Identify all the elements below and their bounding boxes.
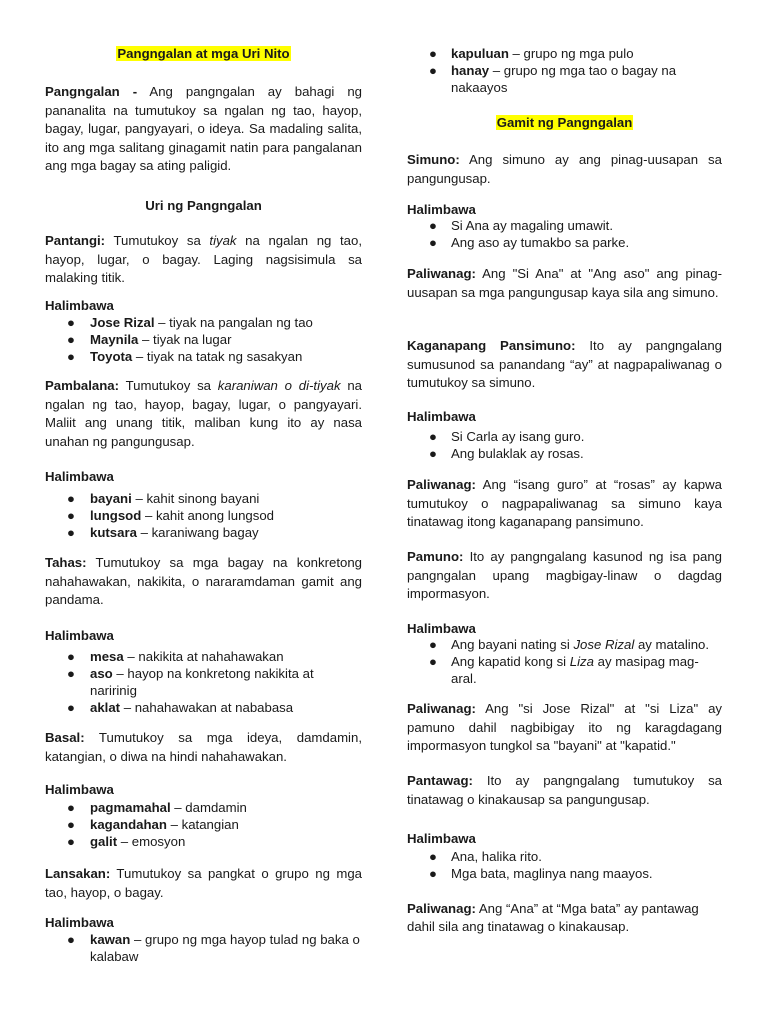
basal-examples [45, 799, 362, 850]
list-item: ● bayani – kahit sinong bayani [67, 491, 260, 506]
bullet-icon: ● [67, 349, 75, 364]
uri-heading: Uri ng Pangngalan [145, 198, 262, 213]
bullet-icon: ● [67, 817, 75, 832]
bullet-icon: ● [67, 666, 75, 681]
list-item: ● aklat – nahahawakan at nababasa [67, 700, 294, 715]
kaganapan-paliwanag: Paliwanag: Ang “isang guro” at “rosas” ay kapwa tumutukoy o nagpapaliwanag sa simuno kaya tinatawag itong kaganapang pansimuno. [407, 477, 722, 529]
document-title: Pangngalan at mga Uri Nito [117, 46, 290, 61]
lansakan-examples-continued [407, 45, 722, 96]
kaganapan-examples [407, 428, 722, 462]
pantawag-definition: Pantawag: Ito ay pangngalang tumutukoy sa tinatawag o kinakausap sa pangungusap. [407, 773, 722, 807]
bullet-icon: ● [67, 508, 75, 523]
list-item: ● pagmamahal – damdamin [67, 800, 247, 815]
list-item: ● Ang bayani nating si Jose Rizal ay matalino. [429, 637, 710, 652]
list-item: ● kagandahan – katangian [67, 817, 239, 832]
example-label: Halimbawa [407, 202, 476, 217]
list-item: ● galit – emosyon [67, 834, 186, 849]
bullet-icon: ● [429, 637, 437, 652]
bullet-icon: ● [67, 649, 75, 664]
gamit-heading: Gamit ng Pangngalan [496, 115, 633, 130]
pantawag-examples [407, 848, 722, 882]
list-item: ● hanay – grupo ng mga tao o bagay na nakaayos [429, 63, 677, 95]
bullet-icon: ● [67, 932, 75, 947]
list-item: ● Ang bulaklak ay rosas. [429, 446, 584, 461]
list-item: ● mesa – nakikita at nahahawakan [67, 649, 284, 664]
list-item: ● kawan – grupo ng mga hayop tulad ng baka o kalabaw [67, 932, 360, 964]
bullet-icon: ● [67, 700, 75, 715]
list-item: ● aso – hayop na konkretong nakikita at naririnig [67, 666, 314, 698]
tahas-examples [45, 648, 362, 716]
bullet-icon: ● [67, 315, 75, 330]
list-item: ● Si Carla ay isang guro. [429, 429, 585, 444]
list-item: ● Ang aso ay tumakbo sa parke. [429, 235, 630, 250]
list-item: ● lungsod – kahit anong lungsod [67, 508, 274, 523]
bullet-icon: ● [429, 849, 437, 864]
example-label: Halimbawa [407, 621, 476, 636]
bullet-icon: ● [67, 525, 75, 540]
pamuno-definition: Pamuno: Ito ay pangngalang kasunod ng isa pang pangngalan upang magbigay-linaw o dagdag impormasyon. [407, 549, 722, 601]
list-item: ● Si Ana ay magaling umawit. [429, 218, 613, 233]
bullet-icon: ● [429, 654, 437, 669]
example-label: Halimbawa [45, 298, 114, 313]
list-item: ● Maynila – tiyak na lugar [67, 332, 232, 347]
bullet-icon: ● [67, 491, 75, 506]
list-item: ● Jose Rizal – tiyak na pangalan ng tao [67, 315, 313, 330]
example-label: Halimbawa [407, 831, 476, 846]
bullet-icon: ● [429, 63, 437, 78]
list-item: ● Toyota – tiyak na tatak ng sasakyan [67, 349, 303, 364]
pantangi-definition: Pantangi: Tumutukoy sa tiyak na ngalan ng tao, hayop, lugar, o bagay. Laging nagsisimula sa malaking titik. [45, 233, 362, 285]
pamuno-paliwanag: Paliwanag: Ang "si Jose Rizal" at "si Liza" ay pamuno dahil nagbibigay ito ng karagdagang impormasyon tungkol sa "bayani" at "kapatid." [407, 701, 722, 753]
kaganapan-definition: Kaganapang Pansimuno: Ito ay pangngalang sumusunod sa panandang “ay” at nagpapaliwanag o tumutukoy sa simuno. [407, 338, 722, 390]
bullet-icon: ● [429, 235, 437, 250]
list-item: ● kapuluan – grupo ng mga pulo [429, 46, 634, 61]
lansakan-examples [45, 931, 362, 965]
pantangi-examples [45, 314, 362, 365]
bullet-icon: ● [67, 800, 75, 815]
bullet-icon: ● [67, 332, 75, 347]
example-label: Halimbawa [45, 628, 114, 643]
bullet-icon: ● [429, 218, 437, 233]
list-item: ● Ang kapatid kong si Liza ay masipag mag-aral. [429, 654, 699, 686]
bullet-icon: ● [429, 429, 437, 444]
bullet-icon: ● [67, 834, 75, 849]
tahas-definition: Tahas: Tumutukoy sa mga bagay na konkretong nahahawakan, nakikita, o nararamdaman gamit ang pandama. [45, 555, 362, 607]
example-label: Halimbawa [45, 915, 114, 930]
simuno-examples [407, 217, 722, 251]
pambalana-definition: Pambalana: Tumutukoy sa karaniwan o di-tiyak na ngalan ng tao, hayop, bagay, lugar, o pangyayari. Maliit ang unang titik, maliban kung ito ay nasa unahan ng pangungusap. [45, 378, 362, 449]
example-label: Halimbawa [45, 782, 114, 797]
bullet-icon: ● [429, 46, 437, 61]
simuno-paliwanag: Paliwanag: Ang "Si Ana" at "Ang aso" ang pinag-uusapan sa mga pangungusap kaya sila ang simuno. [407, 266, 722, 300]
list-item: ● Mga bata, maglinya nang maayos. [429, 866, 653, 881]
list-item: ● kutsara – karaniwang bagay [67, 525, 259, 540]
simuno-definition: Simuno: Ang simuno ay ang pinag-uusapan sa pangungusap. [407, 152, 722, 186]
pantawag-paliwanag: Paliwanag: Ang “Ana” at “Mga bata” ay pantawag dahil sila ang tinatawag o kinakausap. [407, 901, 699, 934]
pamuno-examples [407, 636, 722, 687]
basal-definition: Basal: Tumutukoy sa mga ideya, damdamin, katangian, o diwa na hindi nahahawakan. [45, 730, 362, 764]
bullet-icon: ● [429, 866, 437, 881]
pambalana-examples [45, 490, 362, 541]
example-label: Halimbawa [407, 409, 476, 424]
intro-paragraph: Pangngalan - Ang pangngalan ay bahagi ng pananalita na tumutukoy sa ngalan ng tao, hayop, bagay, lugar, pangyayari, o ideya. Sa madaling salita, ito ang mga salitang ginagamit natin para pangalanan ang mga bagay sa ating paligid. [45, 84, 362, 173]
list-item: ● Ana, halika rito. [429, 849, 542, 864]
example-label: Halimbawa [45, 469, 114, 484]
lansakan-definition: Lansakan: Tumutukoy sa pangkat o grupo ng mga tao, hayop, o bagay. [45, 866, 362, 900]
bullet-icon: ● [429, 446, 437, 461]
